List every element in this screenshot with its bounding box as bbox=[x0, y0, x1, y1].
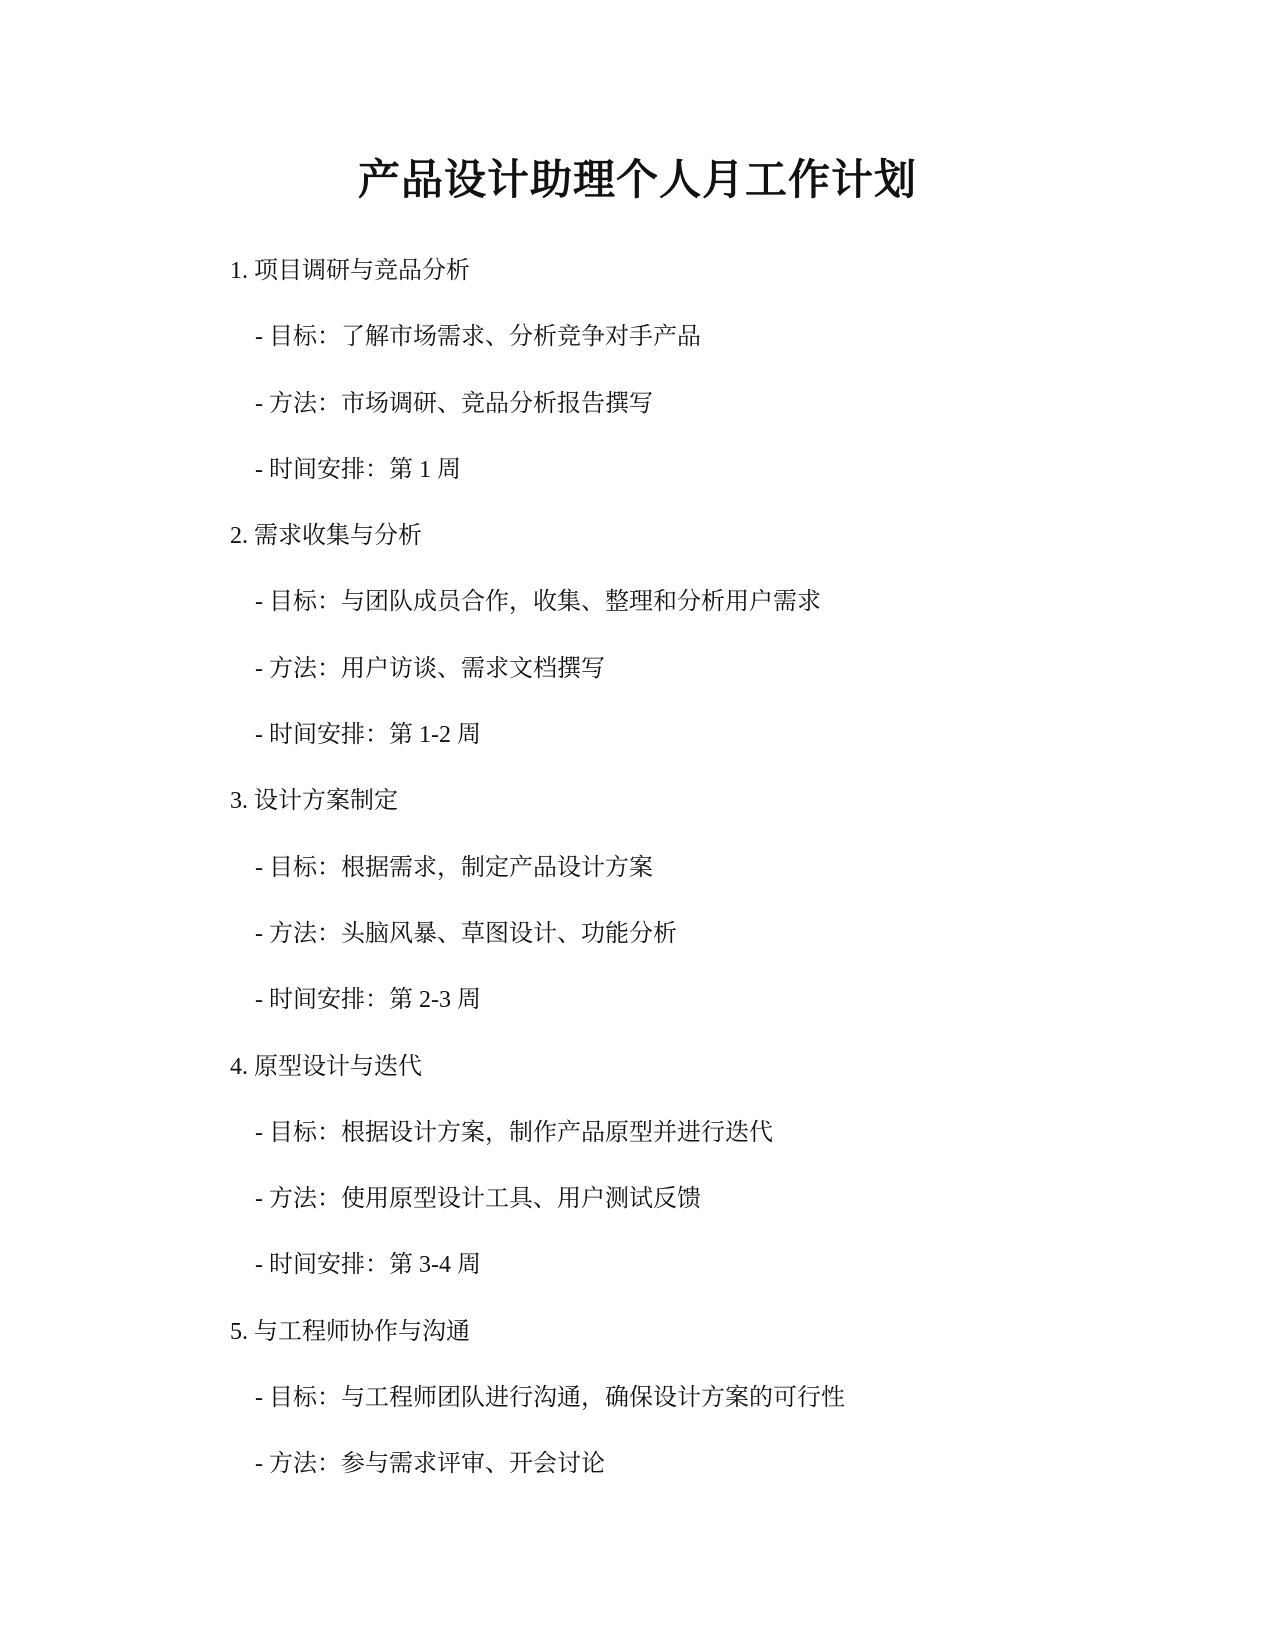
section-method: - 方法：头脑风暴、草图设计、功能分析 bbox=[255, 920, 677, 947]
section-heading: 5. 与工程师协作与沟通 bbox=[230, 1318, 470, 1345]
section-heading: 1. 项目调研与竞品分析 bbox=[230, 258, 470, 284]
section-method: - 方法：使用原型设计工具、用户测试反馈 bbox=[255, 1186, 701, 1213]
section-method: - 方法：参与需求评审、开会讨论 bbox=[255, 1451, 605, 1478]
section-heading: 3. 设计方案制定 bbox=[230, 788, 398, 815]
section-schedule: - 时间安排：第 1-2 周 bbox=[255, 722, 481, 749]
section-3 bbox=[230, 768, 1050, 1033]
document-body bbox=[230, 238, 1050, 1498]
section-4 bbox=[230, 1034, 1050, 1299]
section-schedule: - 时间安排：第 2-3 周 bbox=[255, 987, 481, 1014]
section-method: - 方法：市场调研、竞品分析报告撰写 bbox=[255, 390, 653, 417]
section-schedule: - 时间安排：第 3-4 周 bbox=[255, 1252, 481, 1279]
section-goal: - 目标：与团队成员合作，收集、整理和分析用户需求 bbox=[255, 589, 821, 616]
section-goal: - 目标：了解市场需求、分析竞争对手产品 bbox=[255, 324, 701, 351]
section-5 bbox=[230, 1299, 1050, 1498]
section-heading: 2. 需求收集与分析 bbox=[230, 523, 422, 550]
section-heading: 4. 原型设计与迭代 bbox=[230, 1053, 422, 1080]
section-goal: - 目标：根据设计方案，制作产品原型并进行迭代 bbox=[255, 1119, 773, 1146]
section-1 bbox=[230, 238, 1050, 503]
section-goal: - 目标：根据需求，制定产品设计方案 bbox=[255, 854, 653, 881]
section-method: - 方法：用户访谈、需求文档撰写 bbox=[255, 655, 605, 682]
section-2 bbox=[230, 503, 1050, 768]
section-goal: - 目标：与工程师团队进行沟通，确保设计方案的可行性 bbox=[255, 1385, 845, 1412]
document-title: 产品设计助理个人月工作计划 bbox=[357, 155, 917, 204]
section-schedule: - 时间安排：第 1 周 bbox=[255, 456, 461, 483]
